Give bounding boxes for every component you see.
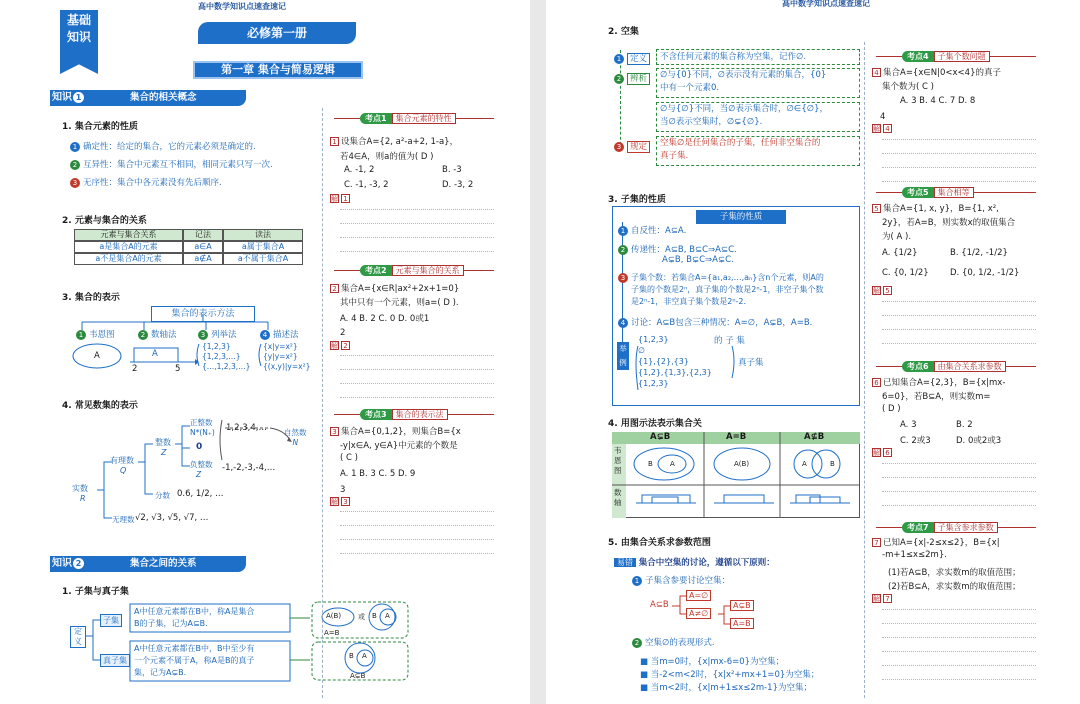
irrational-numbers: 无理数 [112,515,135,524]
property-item: 1 确定性：给定的集合，它的元素必须是确定的. [70,140,256,152]
section-subset-title: 1. 子集与真子集 [62,587,129,597]
example-3-options: A. 1 B. 3 C. 5 D. 9 [340,469,416,479]
venn-b2-label: B [349,652,354,660]
example-4-options: A. 3 B. 4 C. 7 D. 8 [900,96,976,106]
property-item: 3 无序性：集合中各元素没有先后顺序. [70,176,222,188]
positive-integers: 正整数 N*(N₊) [190,418,215,437]
example-5-option-b: B. {1/2, -1/2} [950,248,1008,258]
kd7-header: 考点7 子集含参求参数 [902,522,998,533]
subset-examples: {1,2,3} ∅ {1},{2},{3} {1,2},{1,3},{2,3} {1,2,3} [638,335,712,388]
property-item: 2 互异性：集合中元素互不相同，相同元素只写一次. [70,158,273,170]
solution-2-label: 解 2 [330,341,352,351]
definition-label: 定义 [70,626,86,648]
solution-1-label: 解 1 [330,194,352,204]
example-2-options: A. 4 B. 2 C. 0 D. 0或1 [340,314,430,324]
example-7-question-cont: -m+1≤x≤2m}. [882,550,947,560]
page-header-left: 高中数学知识点速查速记 [198,2,286,11]
example-6-question-cont: 6=0}，若B⊆A，则实数m= [882,392,991,402]
table-header: 元素与集合关系 [74,229,183,241]
answer-lines-4 [882,126,1036,182]
table-cell: a不属于集合A [223,253,303,265]
example-6-question: 6 已知集合A={2,3}，B={x|mx- [872,376,1005,388]
answer-lines-3 [340,498,494,554]
example-2-question-cont: 其中只有一个元素，则a=( D ). [340,298,459,308]
venn-a-label: A [385,612,390,620]
example-3-answer: 3 [340,485,346,495]
venn-b-label: B [372,612,377,620]
method-list: 3 列举法 [198,328,237,340]
subset-label: 子集 [100,614,122,627]
property-transitive-2: A⊊B, B⊊C⇒A⊊C. [662,255,734,265]
empty-set-definition: 不含任何元素的集合称为空集，记作∅. [656,49,860,65]
table-header: 记法 [183,229,223,241]
example-5-option-a: A. {1/2} [882,248,918,258]
empty-set-analysis-2: ∅与{∅}不同，当∅表示集合时，∅∈{∅}， 当∅表示空集时，∅⊊{∅}. [656,102,860,132]
case-condition: A⊆B [650,600,669,610]
example-5-question: 5 集合A={1, x, y}，B={1, x², [872,202,999,214]
section-representation-title: 3. 集合的表示 [62,293,120,303]
example-4-question: 4 集合A={x∈N|0<x<4}的真子 [872,66,1001,78]
kd6-header: 考点6 由集合关系求参数 [902,361,1006,372]
property-subset-count: 3 子集个数：若集合A={a₁,a₂,…,aₙ}含n个元素，则A的 子集的个数是2ⁿ，真子集的个数是2ⁿ-1，非空子集个数 是2ⁿ-1，非空真子集个数是2ⁿ-2. [618,272,824,308]
example-3-question: 3 集合A={0,1,2}，则集合B={x [330,425,461,437]
section-subset-properties-title: 3. 子集的性质 [608,195,666,205]
left-page [0,0,530,704]
proper-subset-label: 真子集 [100,654,130,667]
example-3-question-cont2: ( C ) [340,453,358,463]
proper-subset-venn-label: A⊊B [350,672,366,680]
answer-lines-2 [340,342,494,398]
subset-examples-of: 的 子 集 [714,336,745,346]
fractions: 分数 [155,491,170,500]
subset-examples-proper: 真子集 [738,358,764,368]
empty-set-rule-label: 3 规定 [614,140,650,152]
knowledge-2-title: 集合之间的关系 [130,558,197,569]
method-desc: 4 描述法 [260,328,299,340]
example-6-option-a: A. 3 [900,420,917,430]
section-empty-set-title: 2. 空集 [608,27,639,37]
fraction-values: 0.6, 1/2, … [177,489,224,499]
positive-values: 1,2,3,4,… [226,423,267,433]
method-axis: 2 数轴法 [138,328,177,340]
example-3-question-cont: -y|x∈A, y∈A}中元素的个数是 [340,441,458,451]
empty-set-analysis-1: ∅与{0}不同，∅表示没有元素的集合，{0} 中有一个元素0. [656,68,860,98]
property-transitive: 2 传递性：A⊆B, B⊆C⇒A⊆C. [618,243,737,255]
solution-4-label: 解 4 [872,124,894,134]
table-cell: a∉A [183,253,223,265]
integers: 整数 Z [155,438,171,457]
method-venn: 1 韦恩图 [76,328,115,340]
right-page [546,0,1080,704]
kd3-header: 考点3 集合的表示法 [360,409,448,420]
solution-5-label: 解 5 [872,286,894,296]
table-header: 读法 [223,229,303,241]
example-1-option-d: D. -3, 2 [442,180,474,190]
venn-ab-label: A(B) [734,460,750,468]
answer-lines-5 [882,288,1036,344]
kd4-header: 考点4 子集个数问题 [902,51,990,62]
example-2-answer: 2 [340,328,346,338]
axis-tick-2: 2 [132,364,138,374]
table-cell: a属于集合A [223,241,303,253]
diagram-col-2: A=B [726,432,747,442]
example-1-option-a: A. -1, 2 [344,165,375,175]
empty-form-1: ■ 当m=0时，{x|mx-6=0}为空集； [640,657,785,667]
principle-2: 2 空集∅的表现形式. [632,636,715,648]
desc-examples: {x|y=x²} {y|y=x²} {(x,y)|y=x²} [263,342,311,371]
diagram-col-1: A⊊B [650,432,671,442]
example-7-part-2: (2)若B⊆A，求实数m的取值范围； [888,582,1021,592]
case-nonempty: A≠∅ [686,608,711,619]
answer-lines-6 [882,450,1036,506]
table-cell: a∈A [183,241,223,253]
example-7-question: 7 已知A={x|-2≤x≤2}，B={x| [872,536,1000,548]
diagram-row-venn: 韦恩图 [614,446,622,475]
example-1-option-c: C. -1, -3, 2 [344,180,389,190]
knowledge-1-label: 知识 1 [52,90,84,106]
axis-label-a: A [152,349,158,359]
example-2-question: 2 集合A={x∈R|ax²+2x+1=0} [330,282,459,294]
principle-1: 1 子集含参要讨论空集： [632,574,730,586]
venn-a-label: A [670,460,675,468]
example-5-question-cont: 2y}，若A=B，则实数x的取值集合 [882,218,1016,228]
example-5-question-cont2: 为( A ). [882,232,912,242]
table-cell: a是集合A的元素 [74,241,183,253]
venn-b2-label: B [830,460,835,468]
section-number-sets-title: 4. 常见数集的表示 [62,401,138,411]
example-4-answer: 4 [880,112,886,122]
book-banner: 必修第一册 [198,22,356,44]
natural-numbers: 自然数 N [284,428,307,447]
property-reflexive: 1 自反性：A⊆A. [618,224,686,236]
venn-b-label: B [648,460,653,468]
section-element-relation-title: 2. 元素与集合的关系 [62,216,147,226]
property-discussion: 4 讨论：A⊆B包含三种情况：A=∅，A⊊B，A=B. [618,316,812,328]
example-5-option-d: D. {0, 1/2, -1/2} [950,268,1020,278]
tip-line: 易错 集合中空集的讨论，遵循以下原则： [614,556,775,568]
example-1-question: 1 设集合A={2, a²-a+2, 1-a}， [330,135,458,147]
example-6-option-b: B. 2 [956,420,973,430]
empty-set-analysis-label: 2 辨析 [614,72,650,84]
knowledge-2-label: 知识 2 [52,556,84,572]
example-7-part-1: (1)若A⊆B，求实数m的取值范围； [888,568,1021,578]
axis-tick-5: 5 [175,364,181,374]
diagram-row-axis: 数轴 [614,488,622,507]
solution-7-label: 解 7 [872,594,894,604]
answer-lines-1 [340,196,494,252]
diagram-col-3: A⊈B [804,432,825,442]
column-divider [322,108,323,698]
example-1-option-b: B. -3 [442,165,462,175]
venn-or-label: 或 [358,613,365,621]
solution-3-label: 解 3 [330,497,352,507]
case-proper: A⊊B [730,600,754,611]
methods-box: 集合的表示方法 [151,306,255,322]
real-numbers: 实数 R [72,484,88,503]
subset-definition: A中任意元素都在B中，称A是集合 B的子集，记为A⊆B. [134,607,255,628]
knowledge-1-title: 集合的相关概念 [130,92,197,103]
kd1-header: 考点1 集合元素的特性 [360,113,456,124]
subset-properties-box: 子集的性质 [696,210,786,224]
empty-set-rule: 空集∅是任何集合的子集，任何非空集合的 真子集. [656,136,860,166]
negative-values: -1,-2,-3,-4,… [222,463,276,473]
badge-line1: 基础 [66,13,91,27]
example-1-question-cont: 若4∈A，则a的值为( D ) [340,152,434,162]
badge-line2: 知识 [66,30,91,44]
venn-a2-label: A [362,652,367,660]
solution-6-label: 解 6 [872,448,894,458]
venn-label: A [94,351,100,361]
example-6-question-cont2: ( D ) [882,404,901,414]
example-6-option-d: D. 0或2或3 [956,436,1002,446]
proper-subset-definition: A中任意元素都在B中，B中至少有 一个元素不属于A，称A是B的真子 集，记为A⊊B. [134,644,255,677]
answer-lines-7 [882,596,1036,680]
section-parameter-range-title: 5. 由集合关系求参数范围 [608,538,711,548]
table-cell: a不是集合A的元素 [74,253,183,265]
venn-a2-label: A [802,460,807,468]
case-empty: A=∅ [686,590,711,601]
case-equal: A=B [730,618,754,629]
empty-form-3: ■ 当m<2时，{x|m+1≤x≤2m-1}为空集； [640,683,813,693]
kd5-header: 考点5 集合相等 [902,187,974,198]
example-4-question-cont: 集个数为( C ) [882,82,934,92]
zero: 0 [196,442,203,452]
negative-integers: 负整数 Z [190,460,213,479]
subset-eq-label: A=B [324,629,340,637]
rational-numbers: 有理数 Q [110,456,134,475]
column-divider-right [864,42,865,698]
example-label: 举例 [617,342,629,370]
example-5-option-c: C. {0, 1/2} [882,268,929,278]
empty-form-2: ■ 当-2<m<2时，{x|x²+mx+1=0}为空集； [640,670,820,680]
page-header-right: 高中数学知识点速查速记 [782,0,870,8]
chapter-title: 第一章 集合与简易逻辑 [193,61,363,79]
section-diagrams-title: 4. 用图示法表示集合关 [608,419,702,429]
irrational-values: √2, √3, √5, √7, … [135,513,209,523]
venn-ab-label: A(B) [326,612,342,620]
list-examples: {1,2,3} {1,2,3,…} {…,1,2,3,…} [202,342,251,371]
empty-set-definition-label: 1 定义 [614,52,650,64]
example-6-option-c: C. 2或3 [900,436,931,446]
section-element-properties-title: 1. 集合元素的性质 [62,122,138,132]
kd2-header: 考点2 元素与集合的关系 [360,265,464,276]
